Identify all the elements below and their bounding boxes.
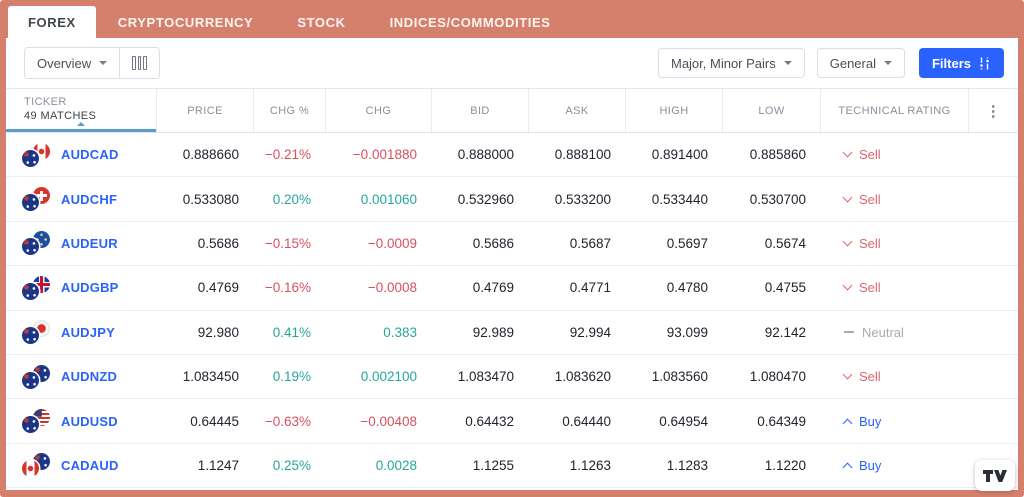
flag-aud-icon xyxy=(22,238,39,255)
flag-aud-icon xyxy=(22,327,39,344)
ticker-cell xyxy=(6,266,156,309)
change-percent-cell: −0.21% xyxy=(264,147,311,163)
rating-direction-icon xyxy=(843,192,853,202)
change-percent-cell: 0.25% xyxy=(272,457,311,473)
ticker-symbol-link[interactable]: AUDJPY xyxy=(61,324,115,340)
price-cell: 0.888660 xyxy=(182,147,239,163)
rating-direction-icon xyxy=(844,331,854,333)
column-header-bid[interactable]: BID xyxy=(431,89,528,132)
rating-direction-icon xyxy=(843,370,853,380)
table-body xyxy=(6,133,1018,488)
rating-direction-icon xyxy=(843,237,853,247)
low-cell: 0.5674 xyxy=(764,235,806,251)
filters-label: Filters xyxy=(931,55,971,71)
low-cell: 0.530700 xyxy=(749,191,806,207)
currency-pair-flags xyxy=(22,453,50,477)
table-header xyxy=(6,88,1018,133)
ticker-cell xyxy=(6,444,156,487)
currency-pair-flags xyxy=(22,320,50,344)
category-filter-dropdown[interactable] xyxy=(817,48,905,78)
table-row[interactable] xyxy=(6,133,1018,177)
flag-aud-icon xyxy=(22,194,39,211)
technical-rating-cell xyxy=(820,325,968,340)
table-row[interactable] xyxy=(6,399,1018,443)
ask-cell: 0.5687 xyxy=(569,235,611,251)
currency-pair-flags xyxy=(22,276,50,300)
technical-rating-cell xyxy=(820,192,968,207)
ticker-symbol-link[interactable]: CADAUD xyxy=(61,457,119,473)
change-percent-cell: −0.16% xyxy=(264,280,311,296)
flag-aud-icon xyxy=(22,150,39,167)
rating-label: Neutral xyxy=(862,324,904,340)
ask-cell: 1.083620 xyxy=(554,369,611,385)
bid-cell: 1.1255 xyxy=(472,457,514,473)
bid-cell: 92.989 xyxy=(472,324,514,340)
ticker-cell xyxy=(6,311,156,354)
currency-pair-flags xyxy=(22,365,50,389)
matches-count: 49 MATCHES xyxy=(24,110,97,122)
change-cell: −0.0008 xyxy=(367,280,417,296)
high-cell: 1.1283 xyxy=(666,457,708,473)
bid-cell: 0.5686 xyxy=(472,235,514,251)
ticker-cell xyxy=(6,177,156,220)
tab-indices-commodities[interactable]: INDICES/COMMODITIES xyxy=(389,14,551,30)
currency-pair-flags xyxy=(22,187,50,211)
column-header-chg-pct[interactable]: CHG % xyxy=(253,89,325,132)
ask-cell: 1.1263 xyxy=(569,457,611,473)
rating-direction-icon xyxy=(843,463,853,473)
currency-pair-flags xyxy=(22,409,50,433)
tab-stock[interactable]: STOCK xyxy=(297,14,346,30)
ticker-symbol-link[interactable]: AUDCHF xyxy=(61,191,118,207)
low-cell: 0.64349 xyxy=(757,413,806,429)
bid-cell: 1.083470 xyxy=(457,369,514,385)
price-cell: 1.083450 xyxy=(182,369,239,385)
change-cell: −0.0009 xyxy=(367,235,417,251)
table-row[interactable] xyxy=(6,355,1018,399)
ask-cell: 0.888100 xyxy=(554,147,611,163)
rating-label: Buy xyxy=(859,413,882,429)
toolbar xyxy=(6,38,1018,88)
flag-cad-icon xyxy=(22,460,39,477)
screener-panel xyxy=(6,38,1018,490)
technical-rating-cell xyxy=(820,147,968,162)
table-row[interactable] xyxy=(6,311,1018,355)
change-cell: 0.001060 xyxy=(360,191,417,207)
technical-rating-cell xyxy=(820,369,968,384)
change-percent-cell: −0.63% xyxy=(264,413,311,429)
flag-aud-icon xyxy=(22,283,39,300)
column-header-ask[interactable]: ASK xyxy=(528,89,625,132)
caret-down-icon xyxy=(784,61,792,65)
change-percent-cell: −0.15% xyxy=(264,235,311,251)
bid-cell: 0.532960 xyxy=(457,191,514,207)
change-cell: 0.383 xyxy=(383,324,417,340)
tab-forex[interactable]: FOREX xyxy=(8,6,96,38)
change-cell: 0.0028 xyxy=(375,457,417,473)
sliders-icon xyxy=(978,57,991,70)
ask-cell: 92.994 xyxy=(569,324,611,340)
ticker-symbol-link[interactable]: AUDEUR xyxy=(61,235,118,251)
table-row[interactable] xyxy=(6,177,1018,221)
ticker-cell xyxy=(6,222,156,265)
high-cell: 0.5697 xyxy=(666,235,708,251)
table-row[interactable] xyxy=(6,222,1018,266)
rating-label: Sell xyxy=(859,191,881,207)
pairs-filter-label: Major, Minor Pairs xyxy=(670,55,776,71)
price-cell: 1.1247 xyxy=(197,457,239,473)
column-header-low[interactable]: LOW xyxy=(722,89,820,132)
change-cell: 0.002100 xyxy=(360,369,417,385)
caret-down-icon xyxy=(99,61,107,65)
price-cell: 0.64445 xyxy=(190,413,239,429)
ticker-header-label: TICKER xyxy=(24,95,67,108)
columns-layout-icon xyxy=(132,56,147,70)
change-percent-cell: 0.41% xyxy=(272,324,311,340)
ticker-cell xyxy=(6,355,156,398)
high-cell: 0.891400 xyxy=(651,147,708,163)
rating-direction-icon xyxy=(843,419,853,429)
table-row[interactable] xyxy=(6,444,1018,488)
bid-cell: 0.888000 xyxy=(457,147,514,163)
change-cell: −0.001880 xyxy=(352,147,417,163)
filters-button[interactable] xyxy=(919,48,1004,78)
flag-aud-icon xyxy=(22,372,39,389)
rating-label: Sell xyxy=(859,280,881,296)
technical-rating-cell xyxy=(820,280,968,295)
currency-pair-flags xyxy=(22,143,50,167)
bid-cell: 0.4769 xyxy=(472,280,514,296)
ask-cell: 0.64440 xyxy=(562,413,611,429)
tradingview-logo-icon xyxy=(982,468,1008,484)
bid-cell: 0.64432 xyxy=(465,413,514,429)
change-cell: −0.00408 xyxy=(360,413,417,429)
technical-rating-cell xyxy=(820,236,968,251)
low-cell: 1.1220 xyxy=(764,457,806,473)
rating-label: Sell xyxy=(859,147,881,163)
table-row[interactable] xyxy=(6,266,1018,310)
low-cell: 0.885860 xyxy=(749,147,806,163)
high-cell: 1.083560 xyxy=(651,369,708,385)
high-cell: 0.4780 xyxy=(666,280,708,296)
low-cell: 92.142 xyxy=(764,324,806,340)
view-mode-label: Overview xyxy=(37,55,92,71)
rating-direction-icon xyxy=(843,148,853,158)
ticker-symbol-link[interactable]: AUDCAD xyxy=(61,147,119,163)
view-controls xyxy=(24,47,160,79)
column-layout-button[interactable] xyxy=(119,48,159,78)
ticker-symbol-link[interactable]: AUDUSD xyxy=(61,413,118,429)
price-cell: 0.533080 xyxy=(182,191,239,207)
market-tabs xyxy=(0,0,1024,38)
tab-cryptocurrency[interactable]: CRYPTOCURRENCY xyxy=(117,14,254,30)
column-header-technical-rating[interactable]: TECHNICAL RATING xyxy=(820,89,968,132)
column-header-ticker[interactable] xyxy=(6,89,156,132)
pairs-filter-dropdown[interactable] xyxy=(658,48,805,78)
ask-cell: 0.4771 xyxy=(569,280,611,296)
change-percent-cell: 0.19% xyxy=(272,369,311,385)
price-cell: 0.4769 xyxy=(197,280,239,296)
high-cell: 0.64954 xyxy=(659,413,708,429)
price-cell: 0.5686 xyxy=(197,235,239,251)
rating-direction-icon xyxy=(843,281,853,291)
technical-rating-cell xyxy=(820,414,968,429)
high-cell: 0.533440 xyxy=(651,191,708,207)
change-percent-cell: 0.20% xyxy=(272,191,311,207)
column-header-price[interactable]: PRICE xyxy=(156,89,253,132)
category-filter-label: General xyxy=(829,55,876,71)
sort-indicator-icon xyxy=(77,122,85,126)
ask-cell: 0.533200 xyxy=(554,191,611,207)
technical-rating-cell xyxy=(820,458,968,473)
ticker-symbol-link[interactable]: AUDGBP xyxy=(61,280,119,296)
rating-label: Sell xyxy=(859,369,881,385)
high-cell: 93.099 xyxy=(666,324,708,340)
ticker-cell xyxy=(6,133,156,176)
currency-pair-flags xyxy=(22,231,50,255)
ticker-symbol-link[interactable]: AUDNZD xyxy=(61,369,118,385)
view-mode-dropdown[interactable] xyxy=(25,48,119,78)
column-header-high[interactable]: HIGH xyxy=(625,89,722,132)
caret-down-icon xyxy=(884,61,892,65)
rating-label: Buy xyxy=(859,457,882,473)
low-cell: 1.080470 xyxy=(749,369,806,385)
tradingview-logo[interactable] xyxy=(975,460,1015,491)
flag-aud-icon xyxy=(22,416,39,433)
ticker-cell xyxy=(6,399,156,442)
rating-label: Sell xyxy=(859,235,881,251)
price-cell: 92.980 xyxy=(197,324,239,340)
column-header-chg[interactable]: CHG xyxy=(325,89,431,132)
kebab-menu-icon[interactable]: ⋮ xyxy=(968,89,1018,132)
low-cell: 0.4755 xyxy=(764,280,806,296)
